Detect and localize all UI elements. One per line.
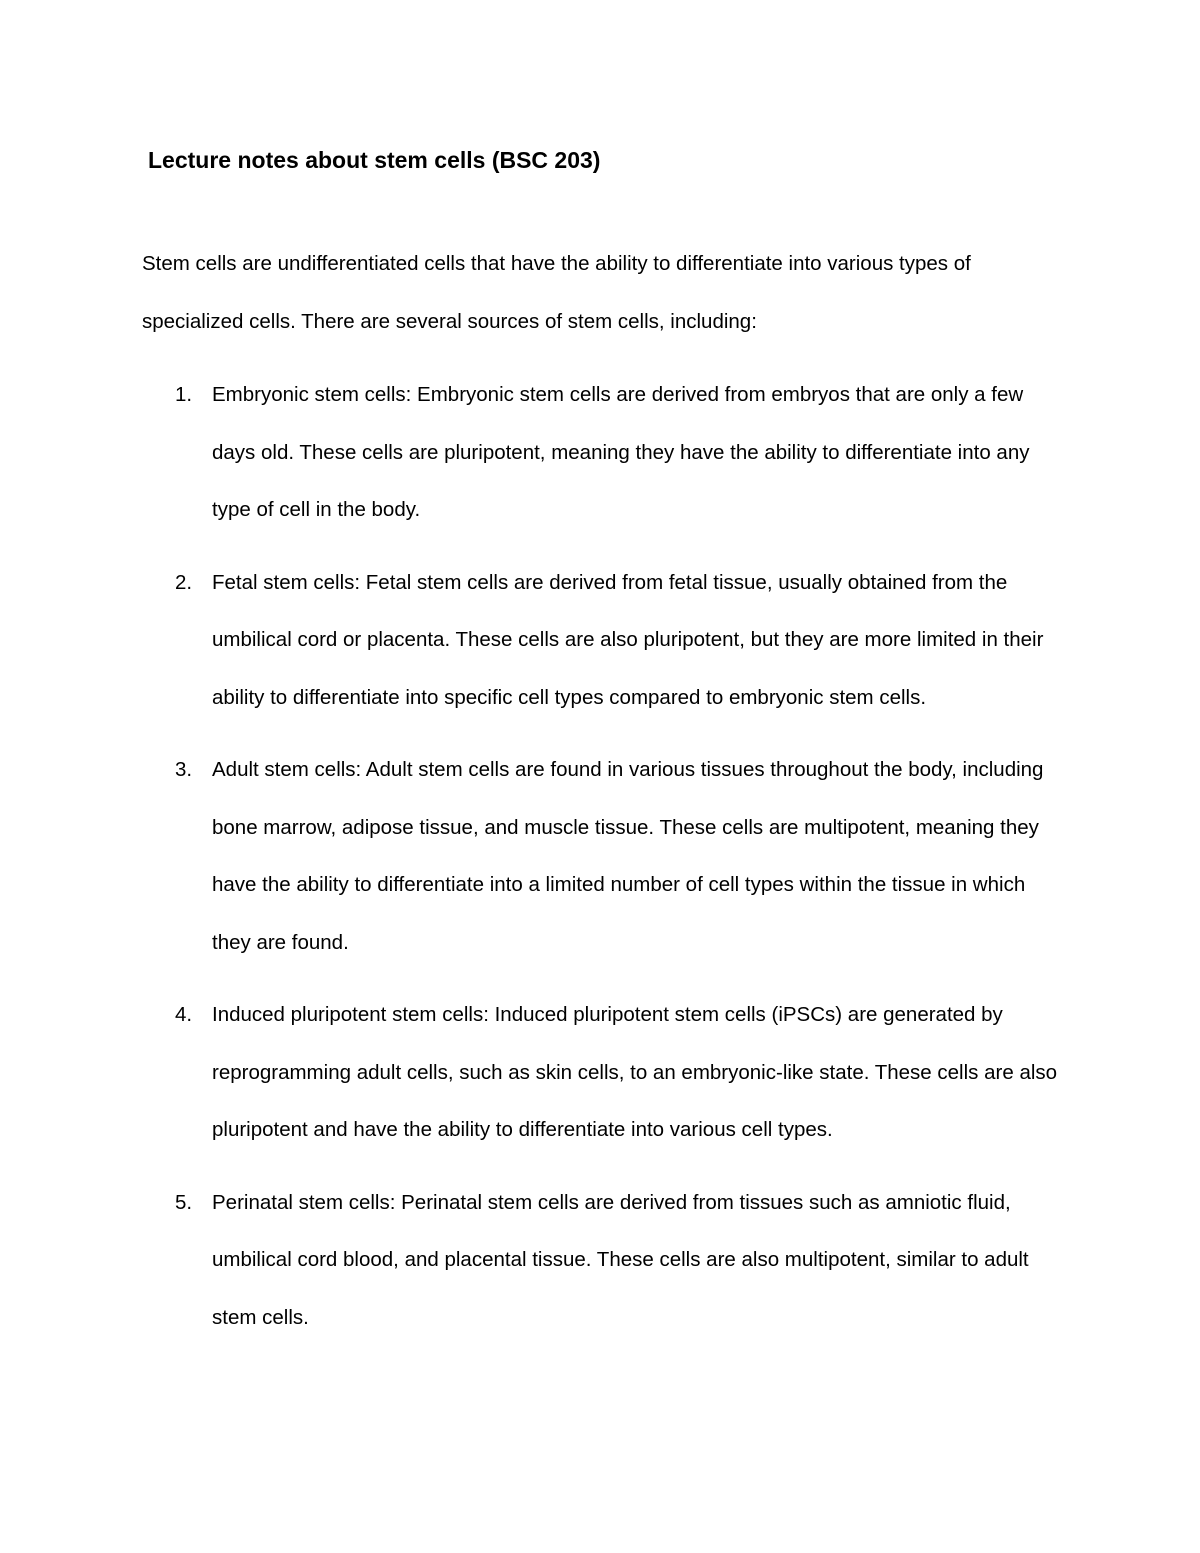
document-title: Lecture notes about stem cells (BSC 203): [148, 147, 601, 173]
list-item-text: Perinatal stem cells: Perinatal stem cells are derived from tissues such as amniotic fluid, umbilical cord blood, and placental tissue. These cells are also multipotent, similar to adult stem cells.: [212, 1190, 1029, 1329]
stem-cell-sources-list: [142, 366, 1062, 1361]
list-item: [142, 554, 1062, 727]
list-item-text: Induced pluripotent stem cells: Induced pluripotent stem cells (iPSCs) are generated by reprogramming adult cells, such as skin cells, to an embryonic-like state. These cells are also pluripotent and have the ability to differentiate into various cell types.: [212, 1003, 1058, 1141]
list-item: [142, 741, 1062, 971]
list-item-number: 5.: [175, 1190, 193, 1214]
list-item-text: Adult stem cells: Adult stem cells are found in various tissues throughout the body, including bone marrow, adipose tissue, and muscle tissue. These cells are multipotent, meaning they have the ability to differentiate into a limited number of cell types within the tissue in which they are found.: [212, 758, 1044, 954]
list-item: [142, 986, 1062, 1159]
list-item-text: Embryonic stem cells: Embryonic stem cells are derived from embryos that are only a few days old. These cells are pluripotent, meaning they have the ability to differentiate into any type of cell in the body.: [212, 383, 1030, 521]
list-item: [142, 1174, 1062, 1347]
list-item-number: 1.: [175, 383, 193, 406]
intro-paragraph: Stem cells are undifferentiated cells that have the ability to differentiate into various types of specialized cells. There are several sources of stem cells, including:: [142, 252, 971, 333]
list-item-text: Fetal stem cells: Fetal stem cells are derived from fetal tissue, usually obtained from the umbilical cord or placenta. These cells are also pluripotent, but they are more limited in their ability to differentiate into specific cell types compared to embryonic stem cells.: [212, 570, 1044, 709]
list-item-number: 2.: [175, 570, 193, 594]
list-item-number: 4.: [175, 1003, 193, 1026]
list-item: [142, 366, 1062, 539]
list-item-number: 3.: [175, 758, 193, 781]
